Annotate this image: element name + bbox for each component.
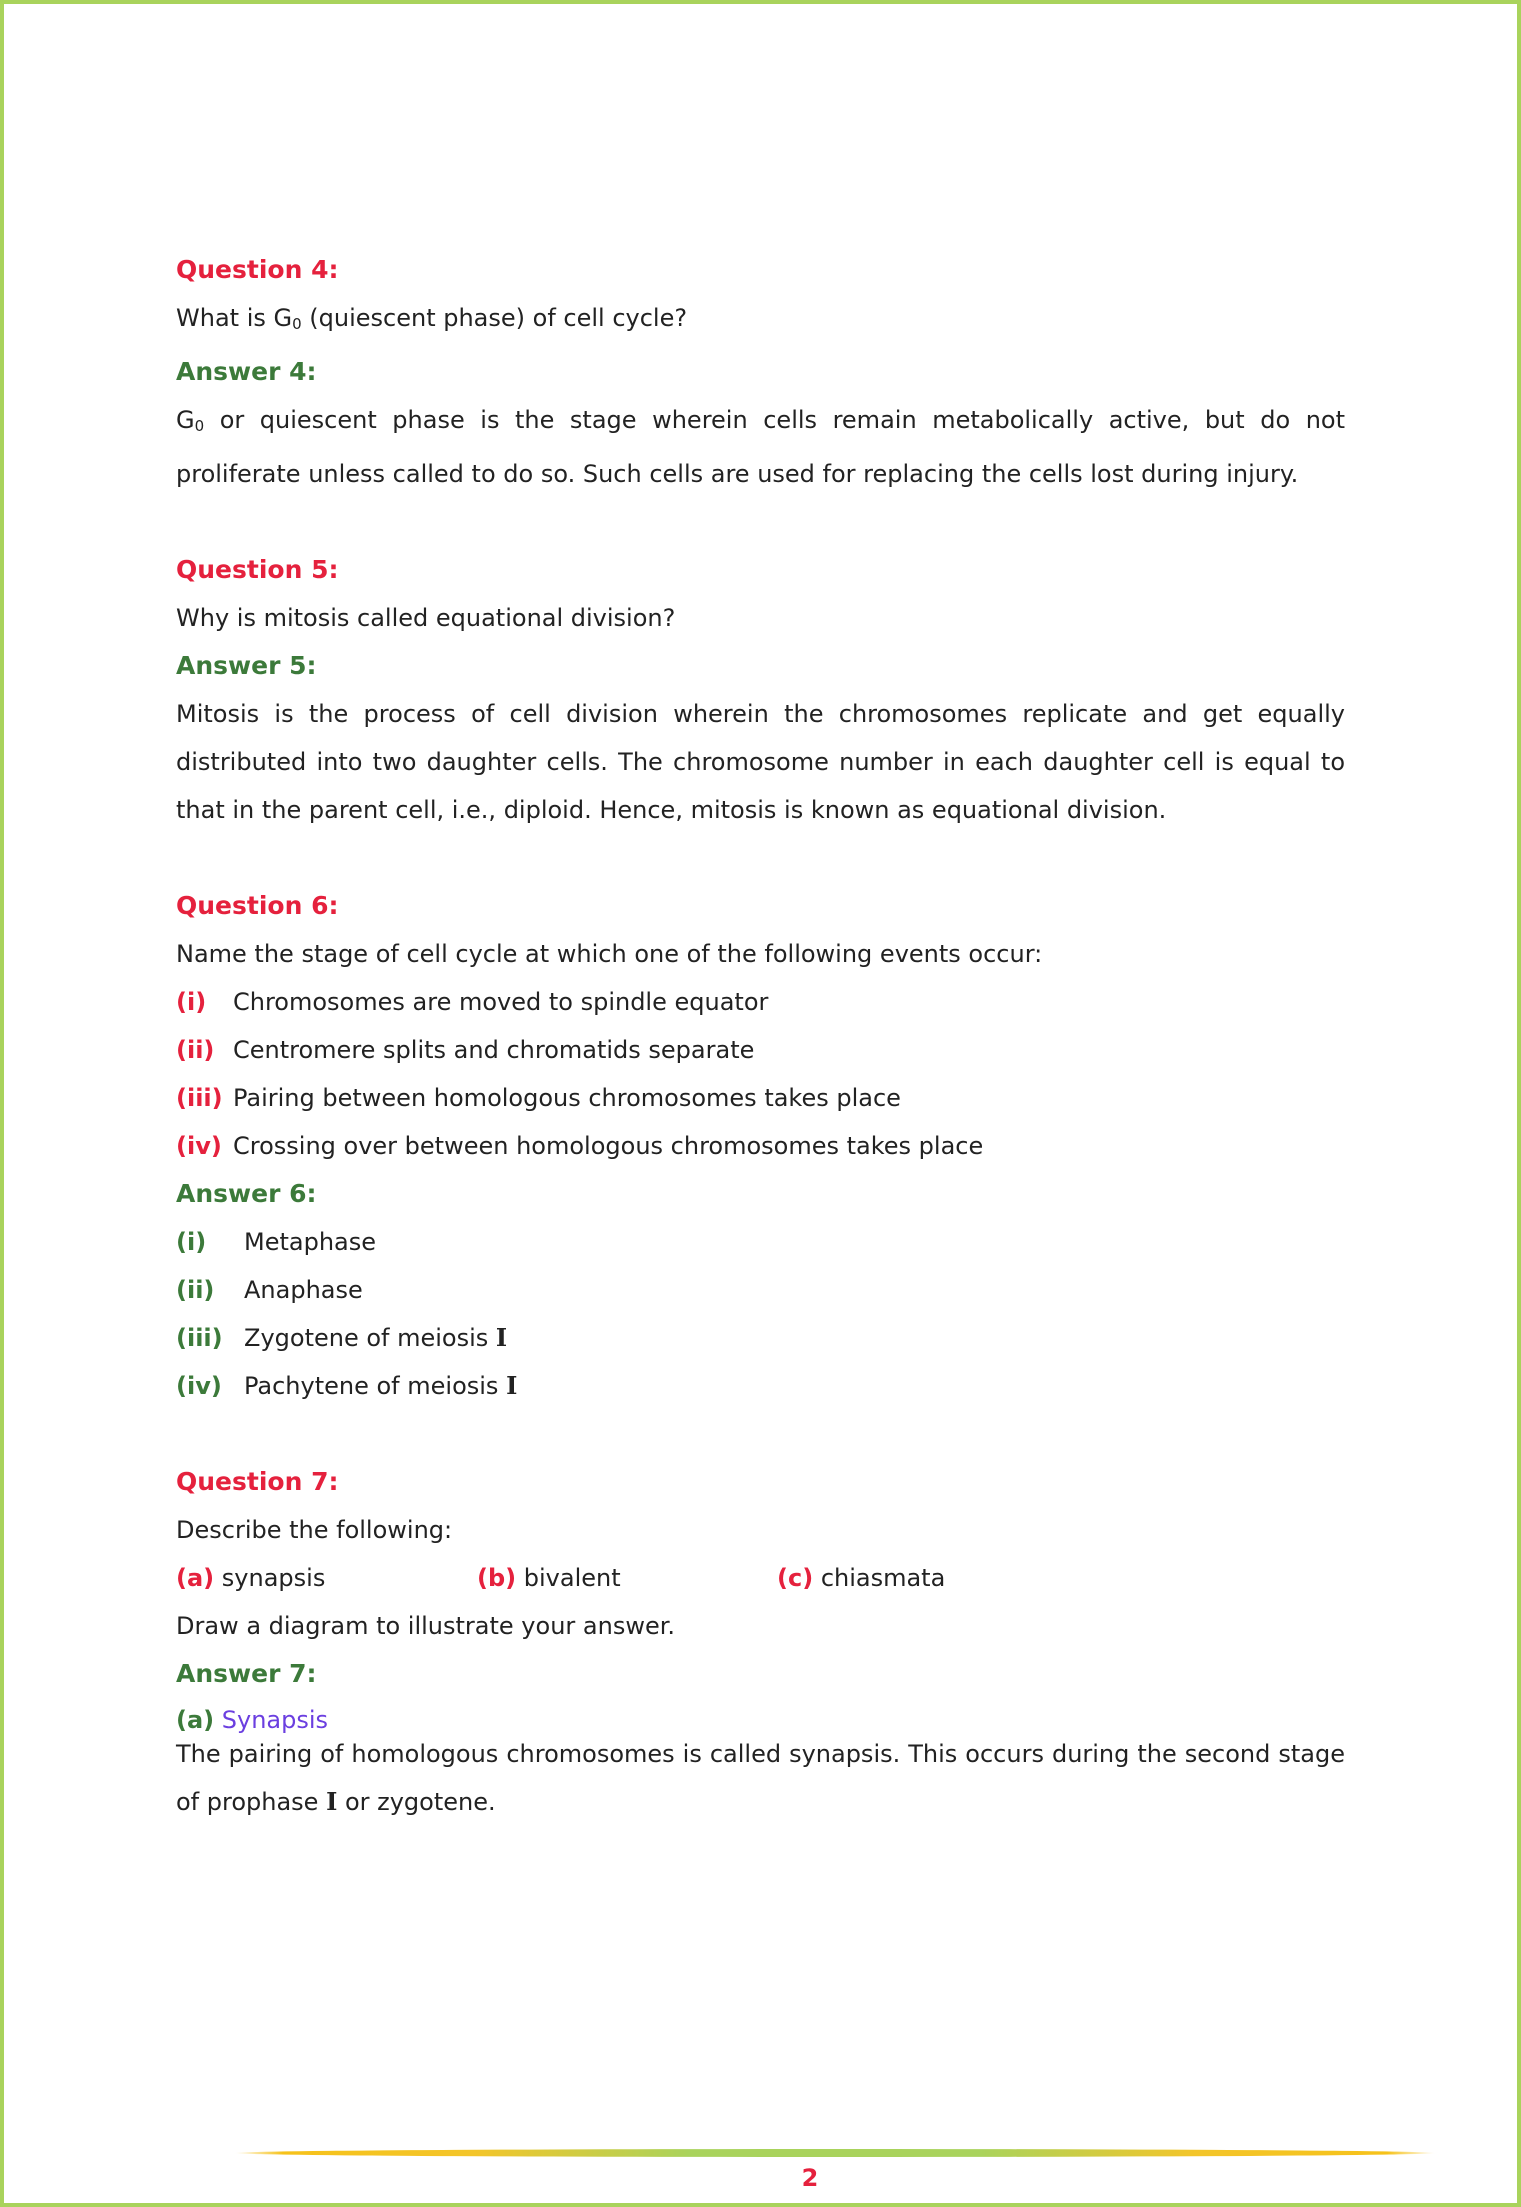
answer-5-heading: Answer 5: [176, 651, 317, 680]
answer-label: (iii) [176, 1324, 223, 1352]
question-7-text: Describe the following: [176, 1516, 453, 1544]
answer-4-heading: Answer 4: [176, 357, 317, 386]
answer-6-item [176, 1314, 1345, 1362]
answer-7-text [176, 1730, 1345, 1826]
a4-subscript: 0 [194, 417, 205, 435]
question-6-item [176, 1074, 1345, 1122]
footer-divider [235, 2149, 1435, 2157]
item-label: (iv) [176, 1132, 222, 1160]
answer-6-item [176, 1266, 1345, 1314]
option-label: (c) [777, 1564, 814, 1592]
answer-label: (iv) [176, 1372, 222, 1400]
item-text: Chromosomes are moved to spindle equator [233, 988, 769, 1016]
answer-text: Zygotene of meiosis [244, 1324, 496, 1352]
option-b [477, 1554, 621, 1602]
question-5-heading: Question 5: [176, 555, 339, 584]
option-text: chiasmata [820, 1564, 946, 1592]
answer-text: Metaphase [244, 1228, 377, 1256]
item-label: (ii) [176, 1036, 215, 1064]
item-label: (i) [176, 988, 207, 1016]
answer-6-item [176, 1362, 1345, 1410]
question-7-instruction: Draw a diagram to illustrate your answer. [176, 1612, 676, 1640]
option-label: (a) [176, 1564, 215, 1592]
item-text: Centromere splits and chromatids separate [233, 1036, 755, 1064]
q4-text-post: (quiescent phase) of cell cycle? [301, 304, 688, 332]
a4-text-post: or quiescent phase is the stage wherein cells remain metabolically active, but do not proliferate unless called to do so. Such cells are used for replacing the cells lost during injury. [176, 406, 1345, 488]
sub-title: Synapsis [221, 1706, 329, 1734]
question-6-item [176, 1122, 1345, 1170]
a7-text-post: or zygotene. [337, 1788, 496, 1816]
question-6-item [176, 978, 1345, 1026]
q4-subscript: 0 [292, 315, 302, 333]
a4-text-pre: G [176, 406, 195, 434]
option-text: bivalent [523, 1564, 621, 1592]
item-text: Crossing over between homologous chromosomes takes place [233, 1132, 984, 1160]
question-4-heading: Question 4: [176, 255, 339, 284]
roman-numeral: I [495, 1323, 508, 1352]
item-text: Pairing between homologous chromosomes takes place [233, 1084, 901, 1112]
answer-5-text: Mitosis is the process of cell division wherein the chromosomes replicate and get equally distributed into two daughter cells. The chromosome number in each daughter cell is equal to that in the parent cell, i.e., diploid. Hence, mitosis is known as equational division. [176, 700, 1345, 824]
item-label: (iii) [176, 1084, 223, 1112]
a7-text-pre: The pairing of homologous chromosomes is called synapsis. This occurs during the second stage of prophase [176, 1740, 1345, 1816]
q4-text-pre: What is G [176, 304, 293, 332]
page-number: 2 [801, 2164, 819, 2192]
answer-text: Anaphase [244, 1276, 363, 1304]
option-label: (b) [477, 1564, 517, 1592]
answer-label: (ii) [176, 1276, 215, 1304]
answer-6-item [176, 1218, 1345, 1266]
question-5-text: Why is mitosis called equational division? [176, 604, 676, 632]
question-7-options [176, 1554, 1345, 1602]
option-a [176, 1554, 325, 1602]
question-6-item [176, 1026, 1345, 1074]
roman-numeral: I [506, 1371, 518, 1400]
answer-7-heading: Answer 7: [176, 1659, 317, 1688]
option-text: synapsis [221, 1564, 326, 1592]
answer-4-text [176, 396, 1345, 498]
answer-6-heading: Answer 6: [176, 1179, 317, 1208]
question-4-text [176, 294, 1345, 348]
question-6-heading: Question 6: [176, 891, 339, 920]
option-c [777, 1554, 945, 1602]
question-6-text: Name the stage of cell cycle at which one of the following events occur: [176, 940, 1043, 968]
question-7-heading: Question 7: [176, 1467, 339, 1496]
sub-label: (a) [176, 1706, 215, 1734]
answer-label: (i) [176, 1228, 207, 1256]
page-content [176, 246, 1345, 1826]
answer-text: Pachytene of meiosis [244, 1372, 507, 1400]
roman-numeral: I [326, 1787, 338, 1816]
